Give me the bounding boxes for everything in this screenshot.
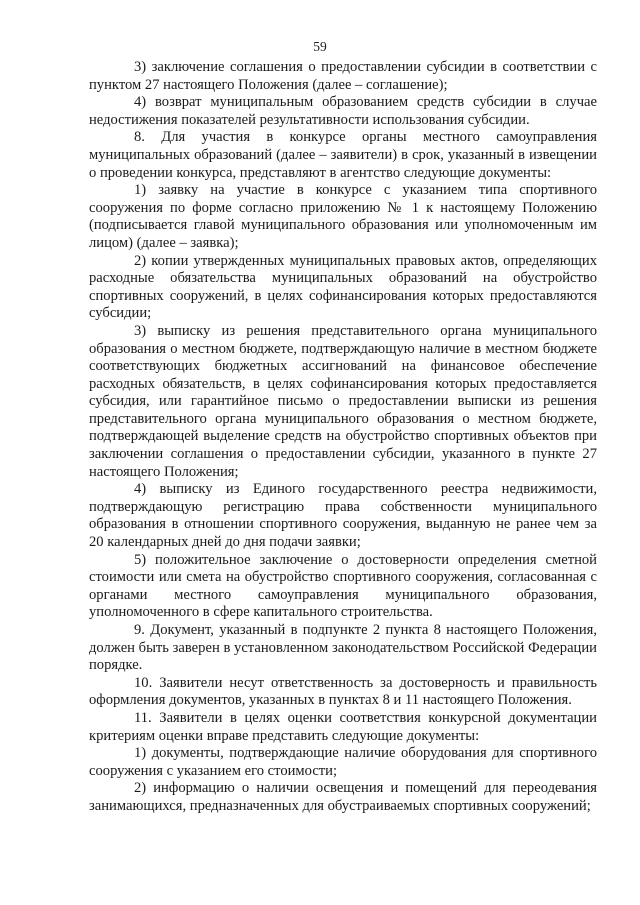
paragraph-clause-8-item-2: 2) копии утвержденных муниципальных правовых актов, определяющих расходные обязательства муниципальных образований на обустройство спортивных сооружений, в целях софинансирования которых предоставляются субсидии;: [89, 252, 597, 322]
paragraph-clause-11-item-2: 2) информацию о наличии освещения и помещений для переодевания занимающихся, предназначенных для обустраиваемых спортивных сооружений;: [89, 780, 597, 814]
paragraph-clause-8-item-1: 1) заявку на участие в конкурсе с указанием типа спортивного сооружения по форме согласно приложению № 1 к настоящему Положению (подписывается главой муниципального образования или уполномоченным им лицом) (далее – заявка);: [89, 182, 597, 251]
paragraph-clause-10: 10. Заявители несут ответственность за достоверность и правильность оформления документов, указанных в пунктах 8 и 11 настоящего Положения.: [89, 674, 597, 709]
paragraph-clause-9: 9. Документ, указанный в подпункте 2 пункта 8 настоящего Положения, должен быть заверен в установленном законодательством Российской Федерации порядке.: [89, 622, 597, 674]
paragraph-clause-8-item-4: 4) выписку из Единого государственного реестра недвижимости, подтверждающую регистрацию права собственности муниципального образования в отношении спортивного сооружения, выданную не ранее чем за 20 календарных дней до дня подачи заявки;: [89, 481, 597, 551]
paragraph-clause-8-item-3: 3) выписку из решения представительного органа муниципального образования о местном бюджете, подтверждающую наличие в местном бюджете соответствующих бюджетных ассигнований на финансовое обеспечение расходных обязательств, в целях софинансирования которых предоставляется субсидия, или гарантийное письмо о предоставлении выписки из решения представительного органа муниципального образования о местном бюджете, подтверждающей выделение средств на обустройство спортивных объектов при заключении соглашения о предоставлении субсидии, указанного в пункте 27 настоящего Положения;: [89, 322, 597, 480]
paragraph-clause-8: 8. Для участия в конкурсе органы местного самоуправления муниципальных образований (далее – заявители) в срок, указанный в извещении о проведении конкурса, представляют в агентство следующие документы:: [89, 129, 597, 181]
document-body: [89, 59, 597, 816]
page-number: 59: [313, 39, 327, 54]
paragraph-item-3-agreement: 3) заключение соглашения о предоставлении субсидии в соответствии с пунктом 27 настоящего Положения (далее – соглашение);: [89, 59, 597, 93]
paragraph-clause-8-item-5: 5) положительное заключение о достоверности определения сметной стоимости или смета на обустройство спортивного сооружения, согласованная с органами местного самоуправления муниципального образования, уполномоченного в сфере капитального строительства.: [89, 551, 597, 621]
paragraph-clause-11: 11. Заявители в целях оценки соответствия конкурсной документации критериям оценки вправе представить следующие документы:: [89, 709, 597, 744]
paragraph-clause-11-item-1: 1) документы, подтверждающие наличие оборудования для спортивного сооружения с указанием его стоимости;: [89, 745, 597, 779]
paragraph-item-4-refund: 4) возврат муниципальным образованием средств субсидии в случае недостижения показателей результативности использования субсидии.: [89, 94, 597, 128]
